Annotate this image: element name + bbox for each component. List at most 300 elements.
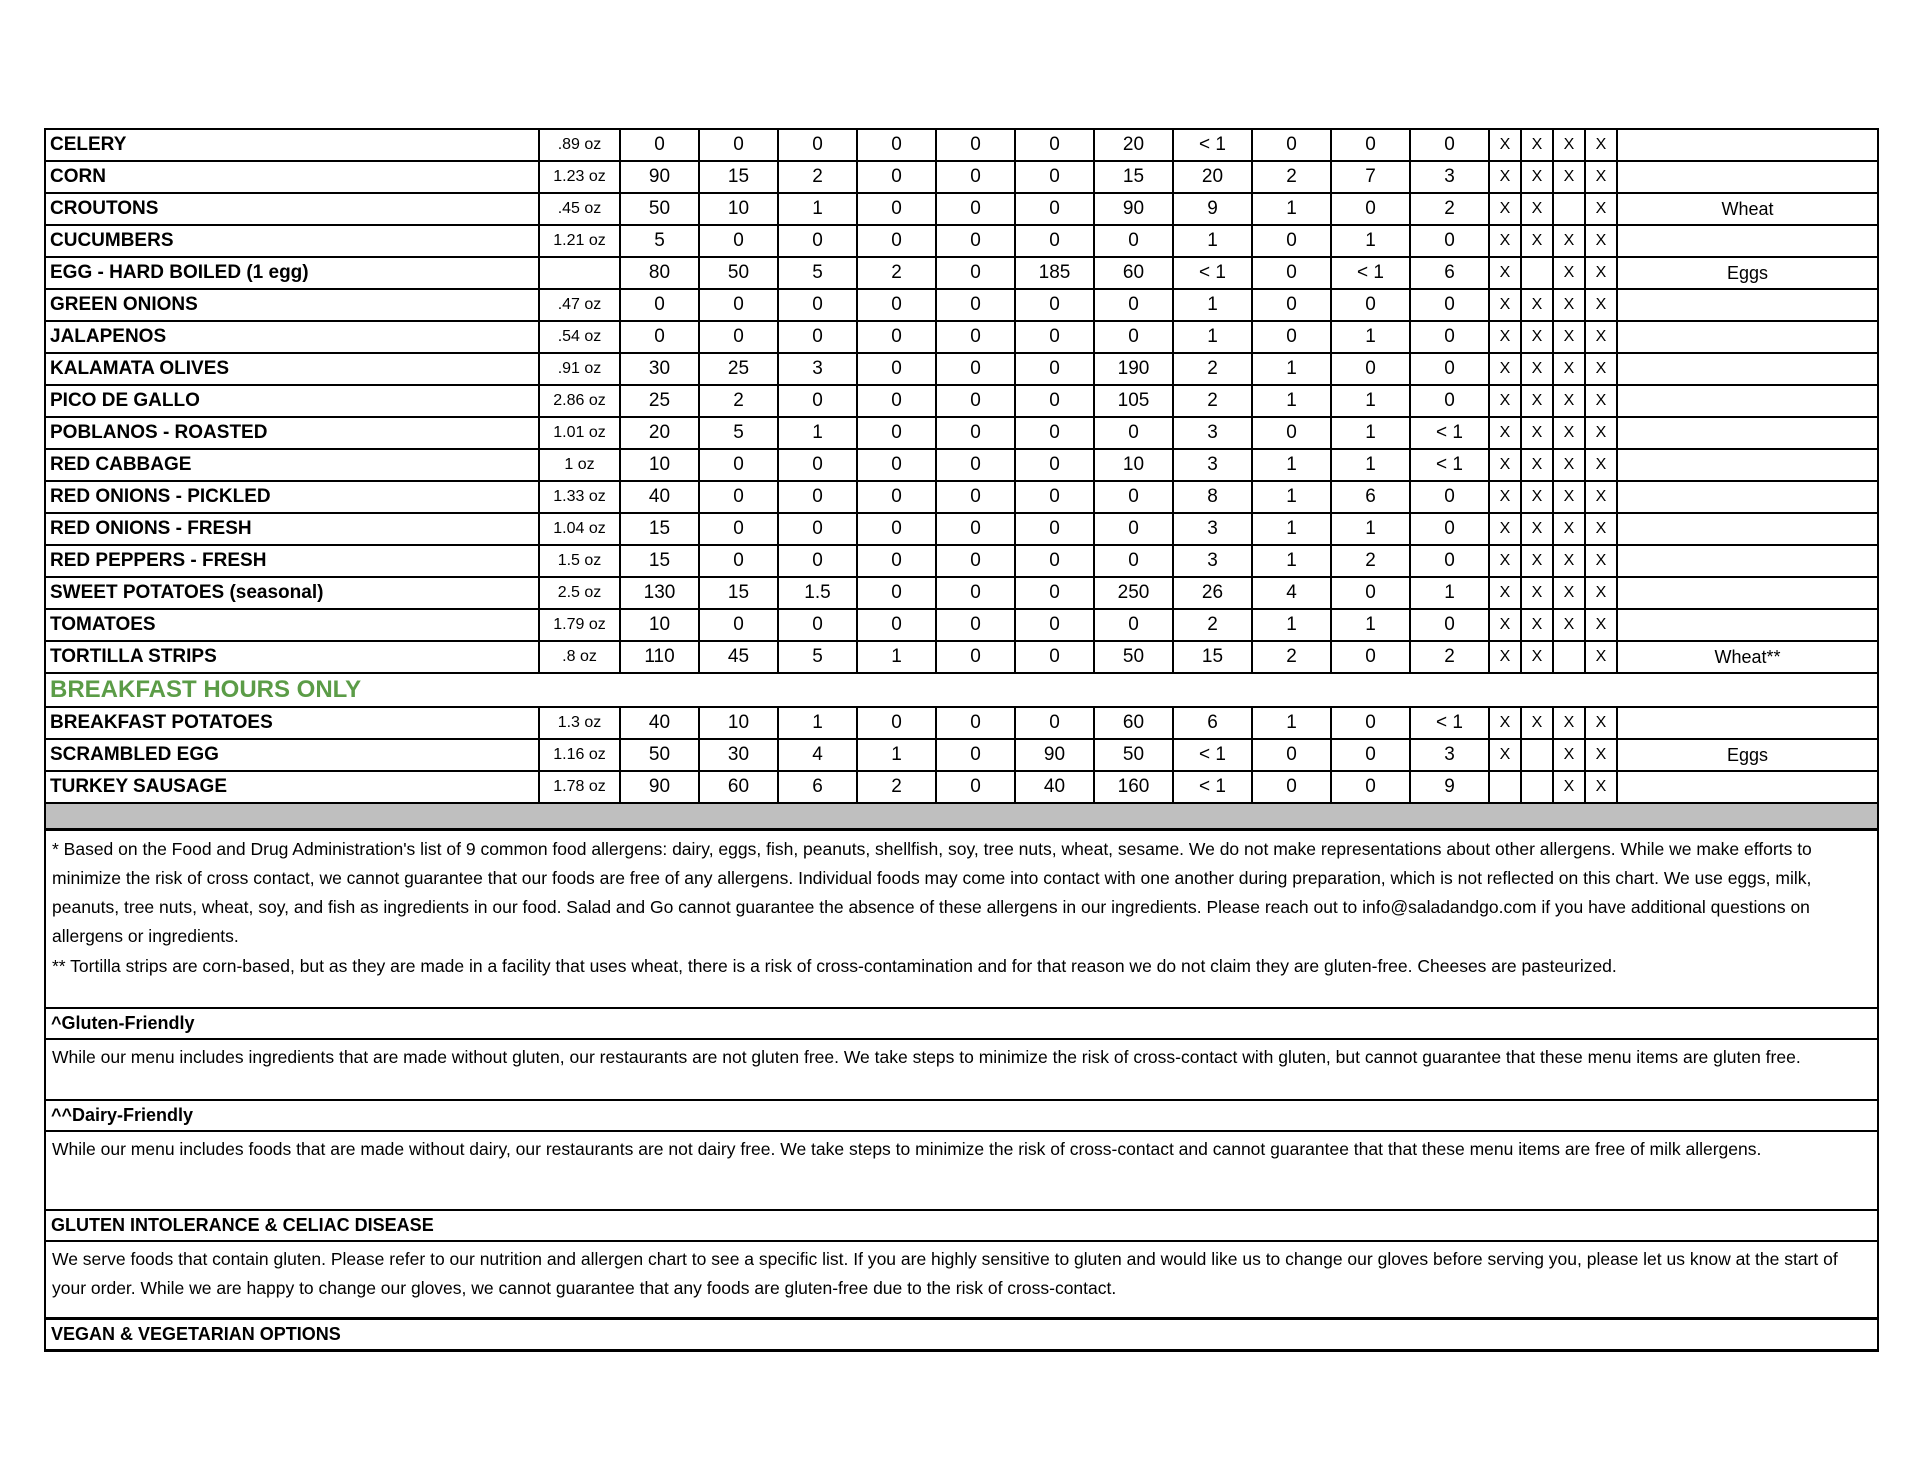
allergen-mark-cell: X — [1553, 161, 1585, 193]
item-name-cell: GREEN ONIONS — [45, 289, 539, 321]
allergen-mark-cell — [1521, 771, 1553, 803]
nutrition-value-cell: 0 — [1331, 641, 1410, 673]
table-row — [45, 193, 1878, 225]
nutrition-value-cell: 3 — [778, 353, 857, 385]
nutrition-value-cell: 0 — [699, 321, 778, 353]
item-name-cell: RED CABBAGE — [45, 449, 539, 481]
nutrition-value-cell: 0 — [1015, 193, 1094, 225]
nutrition-value-cell: 1 — [1252, 449, 1331, 481]
allergen-mark-cell: X — [1553, 129, 1585, 161]
nutrition-value-cell: 90 — [620, 161, 699, 193]
allergen-mark-cell: X — [1585, 577, 1617, 609]
nutrition-value-cell: 0 — [1331, 129, 1410, 161]
nutrition-value-cell: 1 — [1173, 289, 1252, 321]
nutrition-value-cell: 30 — [620, 353, 699, 385]
nutrition-value-cell: 0 — [857, 707, 936, 739]
nutrition-value-cell: 0 — [936, 385, 1015, 417]
nutrition-value-cell: 1 — [857, 739, 936, 771]
allergen-note-cell — [1617, 289, 1878, 321]
allergen-note-cell — [1617, 225, 1878, 257]
allergen-mark-cell: X — [1521, 609, 1553, 641]
allergen-mark-cell: X — [1489, 609, 1521, 641]
allergen-mark-cell — [1553, 193, 1585, 225]
nutrition-value-cell: 190 — [1094, 353, 1173, 385]
nutrition-value-cell: 1 — [778, 417, 857, 449]
nutrition-value-cell: 2 — [1410, 641, 1489, 673]
nutrition-value-cell: 1 — [1252, 609, 1331, 641]
nutrition-value-cell: 10 — [1094, 449, 1173, 481]
nutrition-value-cell: 1 — [1252, 707, 1331, 739]
nutrition-value-cell: 1 — [1252, 385, 1331, 417]
nutrition-value-cell: 0 — [857, 385, 936, 417]
allergen-mark-cell: X — [1489, 161, 1521, 193]
nutrition-value-cell: 0 — [1094, 289, 1173, 321]
allergen-mark-cell: X — [1521, 417, 1553, 449]
serving-size-cell: 1.01 oz — [539, 417, 620, 449]
nutrition-value-cell: 0 — [857, 417, 936, 449]
item-name-cell: CORN — [45, 161, 539, 193]
allergen-mark-cell: X — [1521, 129, 1553, 161]
allergen-mark-cell: X — [1585, 545, 1617, 577]
nutrition-value-cell: 0 — [1015, 481, 1094, 513]
nutrition-value-cell: 0 — [1252, 321, 1331, 353]
nutrition-value-cell: 0 — [1015, 161, 1094, 193]
item-name-cell: TOMATOES — [45, 609, 539, 641]
nutrition-value-cell: 0 — [1252, 289, 1331, 321]
nutrition-value-cell: 0 — [1094, 321, 1173, 353]
nutrition-value-cell: 50 — [620, 193, 699, 225]
gluten-friendly-header-row — [45, 1008, 1878, 1039]
allergen-note-cell — [1617, 577, 1878, 609]
nutrition-value-cell: 1 — [1410, 577, 1489, 609]
nutrition-value-cell: < 1 — [1410, 707, 1489, 739]
item-name-cell: BREAKFAST POTATOES — [45, 707, 539, 739]
nutrition-value-cell: 0 — [857, 609, 936, 641]
nutrition-value-cell: 0 — [699, 289, 778, 321]
allergen-note-cell: Eggs — [1617, 257, 1878, 289]
allergen-note-cell — [1617, 707, 1878, 739]
allergen-mark-cell: X — [1553, 481, 1585, 513]
nutrition-value-cell: 20 — [1094, 129, 1173, 161]
allergen-mark-cell: X — [1521, 513, 1553, 545]
nutrition-value-cell: 0 — [936, 321, 1015, 353]
nutrition-value-cell: 45 — [699, 641, 778, 673]
allergen-mark-cell: X — [1585, 193, 1617, 225]
nutrition-value-cell: 4 — [778, 739, 857, 771]
nutrition-value-cell: 20 — [1173, 161, 1252, 193]
serving-size-cell: 1.04 oz — [539, 513, 620, 545]
table-row — [45, 385, 1878, 417]
table-row — [45, 481, 1878, 513]
allergen-mark-cell — [1489, 771, 1521, 803]
serving-size-cell: 1.23 oz — [539, 161, 620, 193]
allergen-note-cell: Eggs — [1617, 739, 1878, 771]
nutrition-value-cell: 0 — [857, 513, 936, 545]
nutrition-value-cell: 0 — [1015, 321, 1094, 353]
allergen-mark-cell: X — [1553, 417, 1585, 449]
nutrition-value-cell: 0 — [1094, 513, 1173, 545]
nutrition-value-cell: 8 — [1173, 481, 1252, 513]
nutrition-value-cell: 1 — [1331, 609, 1410, 641]
nutrition-value-cell: 0 — [1331, 193, 1410, 225]
nutrition-value-cell: 2 — [1173, 385, 1252, 417]
allergen-mark-cell: X — [1585, 739, 1617, 771]
nutrition-value-cell: 0 — [1252, 771, 1331, 803]
nutrition-value-cell: 0 — [778, 129, 857, 161]
nutrition-value-cell: 0 — [1410, 545, 1489, 577]
allergen-mark-cell: X — [1585, 449, 1617, 481]
nutrition-value-cell: 0 — [1410, 481, 1489, 513]
allergen-mark-cell: X — [1489, 321, 1521, 353]
nutrition-value-cell: 26 — [1173, 577, 1252, 609]
allergen-note-cell — [1617, 481, 1878, 513]
nutrition-value-cell: 0 — [857, 289, 936, 321]
nutrition-value-cell: 1 — [778, 193, 857, 225]
allergen-mark-cell: X — [1553, 771, 1585, 803]
table-row — [45, 609, 1878, 641]
allergen-mark-cell: X — [1521, 481, 1553, 513]
nutrition-value-cell: 0 — [1331, 577, 1410, 609]
dairy-friendly-header-row — [45, 1100, 1878, 1131]
allergen-mark-cell: X — [1553, 577, 1585, 609]
nutrition-value-cell: 1 — [1331, 225, 1410, 257]
nutrition-value-cell: 0 — [1015, 449, 1094, 481]
nutrition-value-cell: 10 — [699, 707, 778, 739]
serving-size-cell: .47 oz — [539, 289, 620, 321]
nutrition-value-cell: 9 — [1410, 771, 1489, 803]
allergen-mark-cell: X — [1489, 225, 1521, 257]
nutrition-value-cell: 0 — [936, 577, 1015, 609]
nutrition-value-cell: 0 — [1331, 771, 1410, 803]
nutrition-allergen-table — [44, 128, 1879, 1352]
nutrition-value-cell: 1 — [1173, 321, 1252, 353]
nutrition-value-cell: 0 — [1410, 321, 1489, 353]
nutrition-value-cell: 0 — [1015, 129, 1094, 161]
allergen-mark-cell: X — [1521, 193, 1553, 225]
nutrition-value-cell: 1 — [1331, 385, 1410, 417]
nutrition-value-cell: 0 — [699, 545, 778, 577]
nutrition-value-cell: 0 — [1015, 545, 1094, 577]
breakfast-rows — [45, 707, 1878, 803]
nutrition-value-cell: 0 — [699, 129, 778, 161]
allergen-mark-cell — [1553, 641, 1585, 673]
nutrition-value-cell: 0 — [936, 257, 1015, 289]
nutrition-value-cell: 0 — [778, 225, 857, 257]
nutrition-value-cell: 3 — [1410, 161, 1489, 193]
nutrition-value-cell: 80 — [620, 257, 699, 289]
nutrition-value-cell: 3 — [1173, 417, 1252, 449]
nutrition-value-cell: 0 — [1015, 353, 1094, 385]
nutrition-value-cell: 0 — [1094, 417, 1173, 449]
serving-size-cell: 2.86 oz — [539, 385, 620, 417]
nutrition-value-cell: 0 — [1252, 225, 1331, 257]
allergen-note-cell — [1617, 609, 1878, 641]
dairy-friendly-heading: ^^Dairy-Friendly — [45, 1100, 1878, 1131]
nutrition-value-cell: 0 — [857, 193, 936, 225]
nutrition-value-cell: 4 — [1252, 577, 1331, 609]
allergen-mark-cell: X — [1585, 257, 1617, 289]
serving-size-cell: .8 oz — [539, 641, 620, 673]
allergen-mark-cell: X — [1585, 385, 1617, 417]
nutrition-value-cell: 0 — [1252, 739, 1331, 771]
breakfast-section-row — [45, 673, 1878, 707]
nutrition-value-cell: 60 — [1094, 257, 1173, 289]
nutrition-value-cell: 0 — [936, 417, 1015, 449]
nutrition-value-cell: 15 — [699, 161, 778, 193]
table-row — [45, 289, 1878, 321]
item-name-cell: JALAPENOS — [45, 321, 539, 353]
nutrition-value-cell: 15 — [699, 577, 778, 609]
nutrition-value-cell: 50 — [699, 257, 778, 289]
serving-size-cell: 1.5 oz — [539, 545, 620, 577]
allergen-mark-cell: X — [1585, 513, 1617, 545]
nutrition-value-cell: 1 — [1331, 449, 1410, 481]
nutrition-value-cell: 110 — [620, 641, 699, 673]
item-name-cell: POBLANOS - ROASTED — [45, 417, 539, 449]
allergen-mark-cell: X — [1553, 707, 1585, 739]
item-name-cell: RED ONIONS - FRESH — [45, 513, 539, 545]
nutrition-value-cell: 185 — [1015, 257, 1094, 289]
nutrition-value-cell: 0 — [936, 289, 1015, 321]
allergen-note-cell — [1617, 513, 1878, 545]
nutrition-value-cell: 10 — [620, 449, 699, 481]
nutrition-value-cell: 50 — [1094, 739, 1173, 771]
allergen-mark-cell: X — [1585, 417, 1617, 449]
dairy-friendly-body-row — [45, 1131, 1878, 1210]
allergen-note-cell — [1617, 129, 1878, 161]
breakfast-section-header: BREAKFAST HOURS ONLY — [45, 673, 1878, 707]
nutrition-value-cell: 0 — [936, 739, 1015, 771]
nutrition-value-cell: 1 — [1252, 545, 1331, 577]
nutrition-value-cell: 160 — [1094, 771, 1173, 803]
nutrition-value-cell: 1 — [1331, 513, 1410, 545]
nutrition-value-cell: 1 — [1331, 417, 1410, 449]
allergen-mark-cell: X — [1585, 481, 1617, 513]
nutrition-value-cell: 0 — [857, 481, 936, 513]
table-row — [45, 513, 1878, 545]
allergen-mark-cell: X — [1489, 641, 1521, 673]
nutrition-value-cell: 6 — [778, 771, 857, 803]
nutrition-value-cell: 2 — [857, 771, 936, 803]
nutrition-value-cell: 0 — [1410, 513, 1489, 545]
nutrition-value-cell: 15 — [1094, 161, 1173, 193]
nutrition-value-cell: 0 — [1015, 609, 1094, 641]
footnote-allergen-disclaimer: * Based on the Food and Drug Administration's list of 9 common food allergens: dairy, eggs, fish, peanuts, shellfish, soy, tree nuts, wheat, sesame. We do not make representations about other allergens. While we make efforts to minimize the risk of cross contact, we cannot guarantee that our foods are free of any allergens. Individual foods may come into contact with one another during preparation, which is not reflected on this chart. We use eggs, milk, peanuts, tree nuts, wheat, soy, and fish as ingredients in our food. Salad and Go cannot guarantee the absence of these allergens in our ingredients. Please reach out to info@saladandgo.com if you have additional questions on allergens or ingredients. — [52, 839, 1812, 946]
nutrition-value-cell: 0 — [857, 353, 936, 385]
nutrition-value-cell: 0 — [1410, 353, 1489, 385]
allergen-mark-cell: X — [1585, 225, 1617, 257]
nutrition-value-cell: 0 — [936, 609, 1015, 641]
breakfast-section — [45, 673, 1878, 707]
serving-size-cell: .45 oz — [539, 193, 620, 225]
allergen-note-cell: Wheat — [1617, 193, 1878, 225]
allergen-mark-cell: X — [1489, 289, 1521, 321]
nutrition-value-cell: 0 — [857, 129, 936, 161]
gluten-intolerance-heading: GLUTEN INTOLERANCE & CELIAC DISEASE — [45, 1210, 1878, 1241]
allergen-mark-cell: X — [1489, 353, 1521, 385]
nutrition-value-cell: 40 — [620, 707, 699, 739]
serving-size-cell: 1.16 oz — [539, 739, 620, 771]
nutrition-value-cell: 0 — [857, 449, 936, 481]
allergen-mark-cell: X — [1489, 481, 1521, 513]
nutrition-value-cell: 0 — [1094, 545, 1173, 577]
allergen-note-cell — [1617, 771, 1878, 803]
nutrition-value-cell: 0 — [936, 129, 1015, 161]
nutrition-value-cell: 25 — [699, 353, 778, 385]
nutrition-value-cell: 1 — [1252, 481, 1331, 513]
nutrition-value-cell: 0 — [1015, 641, 1094, 673]
gluten-friendly-body-row — [45, 1039, 1878, 1100]
nutrition-value-cell: 0 — [620, 321, 699, 353]
nutrition-value-cell: 50 — [1094, 641, 1173, 673]
nutrition-value-cell: 0 — [1410, 609, 1489, 641]
serving-size-cell: 1.33 oz — [539, 481, 620, 513]
table-row — [45, 449, 1878, 481]
footnote-row — [45, 830, 1878, 1009]
allergen-mark-cell: X — [1489, 129, 1521, 161]
serving-size-cell: 1.3 oz — [539, 707, 620, 739]
allergen-note-cell — [1617, 321, 1878, 353]
nutrition-value-cell: 15 — [620, 545, 699, 577]
nutrition-value-cell: 0 — [1015, 513, 1094, 545]
nutrition-value-cell: 0 — [936, 449, 1015, 481]
nutrition-value-cell: 2 — [857, 257, 936, 289]
allergen-note-cell: Wheat** — [1617, 641, 1878, 673]
allergen-mark-cell: X — [1553, 257, 1585, 289]
nutrition-value-cell: 5 — [778, 257, 857, 289]
nutrition-value-cell: 3 — [1173, 545, 1252, 577]
nutrition-value-cell: 0 — [778, 513, 857, 545]
nutrition-value-cell: 0 — [778, 481, 857, 513]
dairy-friendly-text: While our menu includes foods that are made without dairy, our restaurants are not dairy free. We take steps to minimize the risk of cross-contact and cannot guarantee that that these menu items are free of milk allergens. — [45, 1131, 1878, 1210]
nutrition-value-cell: 2 — [778, 161, 857, 193]
nutrition-value-cell: 2 — [1173, 609, 1252, 641]
item-name-cell: SWEET POTATOES (seasonal) — [45, 577, 539, 609]
nutrition-value-cell: 15 — [1173, 641, 1252, 673]
serving-size-cell: .54 oz — [539, 321, 620, 353]
nutrition-value-cell: 0 — [1094, 609, 1173, 641]
nutrition-value-cell: 0 — [1331, 739, 1410, 771]
allergen-mark-cell: X — [1553, 353, 1585, 385]
item-name-cell: CROUTONS — [45, 193, 539, 225]
nutrition-value-cell: 0 — [1094, 481, 1173, 513]
allergen-mark-cell: X — [1521, 707, 1553, 739]
nutrition-value-cell: < 1 — [1410, 449, 1489, 481]
allergen-mark-cell: X — [1489, 417, 1521, 449]
nutrition-value-cell: 0 — [936, 353, 1015, 385]
nutrition-value-cell: 6 — [1331, 481, 1410, 513]
nutrition-value-cell: 1.5 — [778, 577, 857, 609]
allergen-footnote-box — [45, 830, 1878, 1009]
table-row — [45, 353, 1878, 385]
nutrition-value-cell: 0 — [1410, 385, 1489, 417]
nutrition-value-cell: 90 — [620, 771, 699, 803]
nutrition-value-cell: 1 — [1252, 193, 1331, 225]
nutrition-value-cell: 0 — [1015, 577, 1094, 609]
allergen-mark-cell: X — [1585, 609, 1617, 641]
allergen-mark-cell: X — [1489, 739, 1521, 771]
nutrition-value-cell: < 1 — [1173, 129, 1252, 161]
allergen-mark-cell: X — [1585, 641, 1617, 673]
item-name-cell: EGG - HARD BOILED (1 egg) — [45, 257, 539, 289]
table-row — [45, 417, 1878, 449]
nutrition-value-cell: 20 — [620, 417, 699, 449]
allergen-note-cell — [1617, 449, 1878, 481]
nutrition-value-cell: 0 — [778, 385, 857, 417]
nutrition-value-cell: 3 — [1173, 449, 1252, 481]
nutrition-value-cell: 30 — [699, 739, 778, 771]
nutrition-value-cell: 0 — [778, 289, 857, 321]
allergen-note-cell — [1617, 161, 1878, 193]
nutrition-value-cell: 0 — [1331, 353, 1410, 385]
nutrition-value-cell: 0 — [936, 545, 1015, 577]
allergen-mark-cell: X — [1521, 321, 1553, 353]
nutrition-value-cell: 1 — [1331, 321, 1410, 353]
nutrition-value-cell: 0 — [1094, 225, 1173, 257]
nutrition-value-cell: 0 — [936, 161, 1015, 193]
nutrition-value-cell: 60 — [1094, 707, 1173, 739]
allergen-mark-cell: X — [1521, 289, 1553, 321]
table-row — [45, 641, 1878, 673]
nutrition-value-cell: 0 — [778, 545, 857, 577]
nutrition-value-cell: 2 — [1252, 641, 1331, 673]
nutrition-value-cell: 5 — [699, 417, 778, 449]
footnote-tortilla-strips: ** Tortilla strips are corn-based, but as they are made in a facility that uses wheat, there is a risk of cross-contamination and for that reason we do not claim they are gluten-free. Cheeses are pasteurized. — [52, 956, 1617, 976]
nutrition-value-cell: 3 — [1410, 739, 1489, 771]
nutrition-value-cell: 6 — [1410, 257, 1489, 289]
allergen-note-cell — [1617, 353, 1878, 385]
nutrition-value-cell: < 1 — [1173, 739, 1252, 771]
serving-size-cell — [539, 257, 620, 289]
nutrition-value-cell: 2 — [1252, 161, 1331, 193]
allergen-mark-cell: X — [1489, 545, 1521, 577]
nutrition-value-cell: 0 — [699, 609, 778, 641]
allergen-mark-cell: X — [1489, 385, 1521, 417]
nutrition-value-cell: 0 — [936, 225, 1015, 257]
nutrition-value-cell: 10 — [699, 193, 778, 225]
gluten-intolerance-text: We serve foods that contain gluten. Please refer to our nutrition and allergen chart to see a specific list. If you are highly sensitive to gluten and would like us to change our gloves before serving you, please let us know at the start of your order. While we are happy to change our gloves, we cannot guarantee that any foods are gluten-free due to the risk of cross-contact. — [45, 1241, 1878, 1319]
allergen-mark-cell: X — [1585, 161, 1617, 193]
allergen-mark-cell: X — [1489, 577, 1521, 609]
table-row — [45, 257, 1878, 289]
allergen-mark-cell: X — [1521, 385, 1553, 417]
allergen-mark-cell: X — [1553, 449, 1585, 481]
nutrition-value-cell: 0 — [778, 449, 857, 481]
nutrition-value-cell: 0 — [1252, 257, 1331, 289]
nutrition-value-cell: 0 — [1015, 417, 1094, 449]
allergen-mark-cell — [1521, 257, 1553, 289]
allergen-mark-cell: X — [1489, 449, 1521, 481]
nutrition-value-cell: 0 — [1331, 289, 1410, 321]
nutrition-value-cell: 0 — [857, 225, 936, 257]
table-row — [45, 225, 1878, 257]
allergen-mark-cell: X — [1553, 225, 1585, 257]
nutrition-value-cell: < 1 — [1173, 257, 1252, 289]
nutrition-value-cell: 130 — [620, 577, 699, 609]
allergen-mark-cell: X — [1553, 609, 1585, 641]
nutrition-value-cell: 1 — [1252, 353, 1331, 385]
allergen-mark-cell: X — [1489, 707, 1521, 739]
nutrition-value-cell: 0 — [1252, 417, 1331, 449]
table-row — [45, 739, 1878, 771]
allergen-mark-cell: X — [1521, 641, 1553, 673]
nutrition-value-cell: 0 — [1410, 129, 1489, 161]
nutrition-value-cell: 2 — [699, 385, 778, 417]
nutrition-value-cell: 9 — [1173, 193, 1252, 225]
allergen-mark-cell: X — [1553, 321, 1585, 353]
allergen-mark-cell: X — [1553, 385, 1585, 417]
vegan-vegetarian-header-row — [45, 1319, 1878, 1351]
